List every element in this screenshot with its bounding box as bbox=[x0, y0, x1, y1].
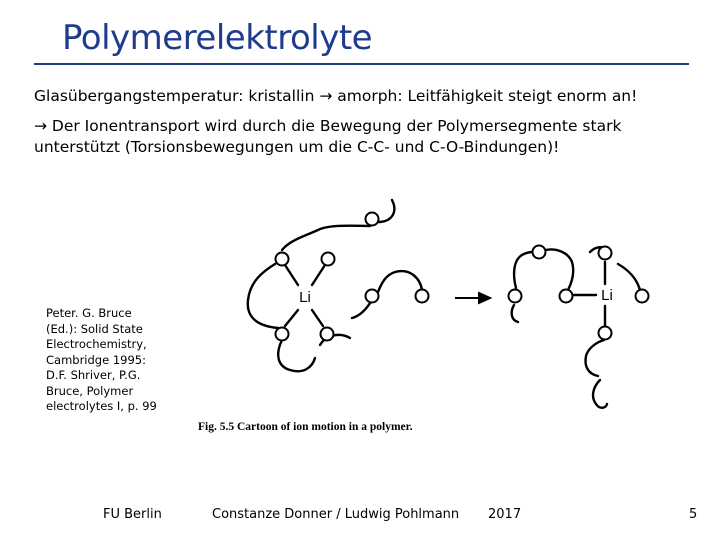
lithium-label-right: Li bbox=[601, 287, 613, 304]
oxygen-atom bbox=[533, 246, 546, 259]
oxygen-atom bbox=[416, 290, 429, 303]
citation-line: D.F. Shriver, P.G. bbox=[46, 368, 141, 382]
oxygen-atom bbox=[599, 327, 612, 340]
oxygen-atom bbox=[509, 290, 522, 303]
oxygen-atom bbox=[322, 253, 335, 266]
oxygen-atom bbox=[276, 253, 289, 266]
bullet-1 bbox=[34, 86, 637, 107]
figure-caption: Fig. 5.5 Cartoon of ion motion in a polymer. bbox=[198, 421, 413, 433]
lithium-label-left: Li bbox=[299, 289, 311, 306]
oxygen-atom bbox=[560, 290, 573, 303]
citation-line: Electrochemistry, bbox=[46, 337, 147, 351]
footer-institution: FU Berlin bbox=[103, 507, 162, 522]
oxygen-atom bbox=[599, 247, 612, 260]
citation-line: Bruce, Polymer bbox=[46, 383, 134, 398]
oxygen-atom bbox=[636, 290, 649, 303]
citation-line: electrolytes I, p. 99 bbox=[46, 399, 157, 413]
bullet-2-line-1: → Der Ionentransport wird durch die Bewegung der Polymersegmente stark bbox=[34, 117, 622, 135]
bullet-2 bbox=[34, 116, 621, 158]
citation-line: Peter. G. Bruce bbox=[46, 306, 132, 320]
oxygen-atom bbox=[276, 328, 289, 341]
slide-title: Polymerelektrolyte bbox=[62, 18, 373, 58]
citation bbox=[46, 306, 181, 415]
title-underline bbox=[34, 63, 689, 65]
oxygen-atom bbox=[321, 328, 334, 341]
citation-line: Cambridge 1995: bbox=[46, 352, 146, 367]
oxygen-atom bbox=[366, 290, 379, 303]
bullet-1-line-1: Glasübergangstemperatur: kristallin → amorph: Leitfähigkeit steigt enorm an! bbox=[34, 87, 638, 105]
ion-motion-figure bbox=[190, 172, 670, 442]
citation-line: (Ed.): Solid State bbox=[46, 321, 143, 336]
footer-year: 2017 bbox=[488, 507, 522, 522]
footer-authors: Constanze Donner / Ludwig Pohlmann bbox=[212, 507, 460, 522]
page-number: 5 bbox=[689, 507, 698, 522]
bullet-2-line-2: unterstützt (Torsionsbewegungen um die C-C- und C-O-Bindungen)! bbox=[34, 138, 560, 156]
oxygen-atom bbox=[366, 213, 379, 226]
